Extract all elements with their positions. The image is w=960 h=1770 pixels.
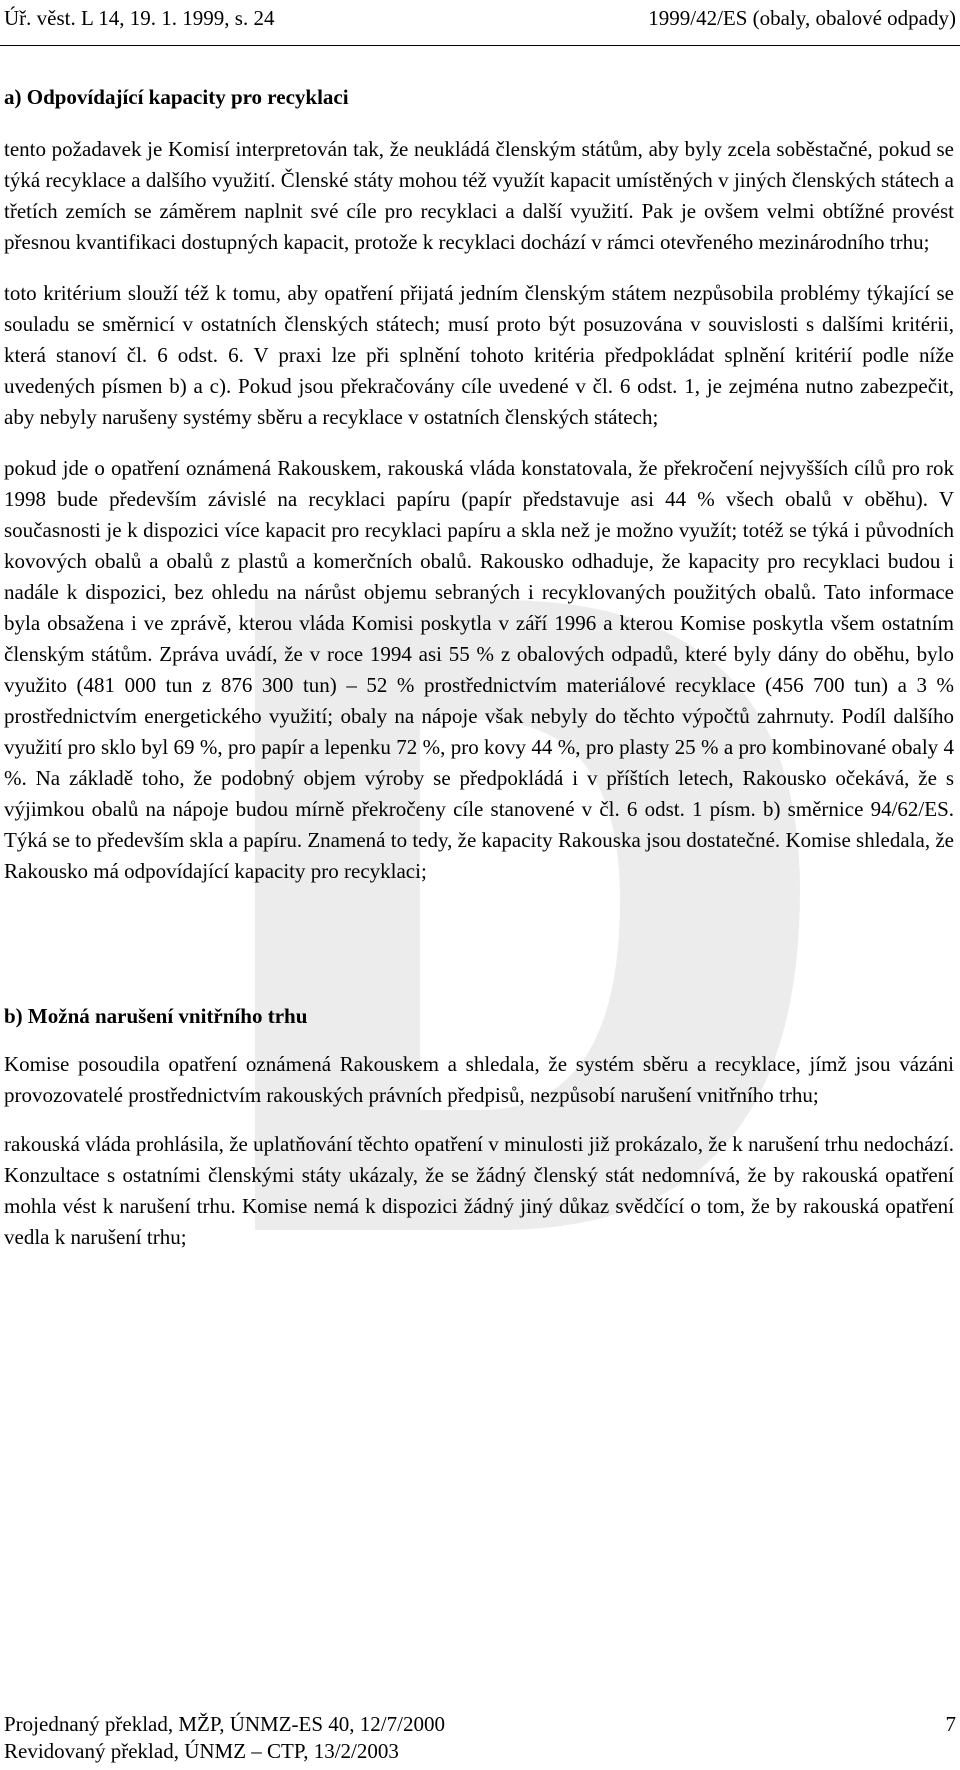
page-body <box>4 76 954 1273</box>
paragraph-a1: tento požadavek je Komisí interpretován tak, že neukládá členským státům, aby byly zcela soběstačné, pokud se týká recyklace a dalšího využití. Členské státy mohou též využít kapacit umístěných v jiných členských státech a třetích zemích se záměrem naplnit své cíle pro recyklaci a další využití. Pak je ovšem velmi obtížné provést přesnou kvantifikaci dostupných kapacit, protože k recyklaci dochází v rámci otevřeného mezinárodního trhu; <box>4 137 954 254</box>
paragraph-a2: toto kritérium slouží též k tomu, aby opatření přijatá jedním členským státem nezpůsobila problémy týkající se souladu se směrnicí v ostatních členských státech; musí proto být posuzována v souvislosti s dalšími kritérii, která stanoví čl. 6 odst. 6. V praxi lze při splnění tohoto kritéria předpokládat splnění kritérií podle níže uvedených písmen b) a c). Pokud jsou překračovány cíle uvedené v čl. 6 odst. 1, je zejména nutno zabezpečit, aby nebyly narušeny systémy sběru a recyklace v ostatních členských státech; <box>4 281 954 429</box>
header-directive-title: 1999/42/ES (obaly, obalové odpady) <box>648 6 956 30</box>
footer-revision-note: Revidovaný překlad, ÚNMZ – CTP, 13/2/2003 <box>4 1739 399 1763</box>
paragraph-a3: pokud jde o opatření oznámená Rakouskem, rakouská vláda konstatovala, že překročení nejvyšších cílů pro rok 1998 bude především závislé na recyklaci papíru (papír představuje asi 44 % všech obalů v oběhu). V současnosti je k dispozici více kapacit pro recyklaci papíru a skla než je možno využít; totéž se týká i původních kovových obalů a obalů z plastů a komerčních obalů. Rakousko odhaduje, že kapacity pro recyklaci budou i nadále k dispozici, bez ohledu na nárůst objemu sebraných i recyklovaných použitých obalů. Tato informace byla obsažena i ve zprávě, kterou vláda Komisi poskytla v září 1996 a kterou Komise poskytla všem ostatním členským státům. Zpráva uvádí, že v roce 1994 asi 55 % z obalových odpadů, které byly dány do oběhu, bylo využito (481 000 tun z 876 300 tun) – 52 % prostřednictvím materiálové recyklace (456 700 tun) a 3 % prostřednictvím energetického využití; obaly na nápoje však nebyly do těchto výpočtů zahrnuty. Podíl dalšího využití pro sklo byl 69 %, pro papír a lepenku 72 %, pro kovy 44 %, pro plasty 25 % a pro kombinované obaly 4 %. Na základě toho, že podobný objem výroby se předpokládá i v příštích letech, Rakousko očekává, že s výjimkou obalů na nápoje budou mírně překročeny cíle stanovené v čl. 6 odst. 1 písm. b) směrnice 94/62/ES. Týká se to především skla a papíru. Znamená to tedy, že kapacity Rakouska jsou dostatečné. Komise shledala, že Rakousko má odpovídající kapacity pro recyklaci; <box>4 456 954 883</box>
footer-translation-note: Projednaný překlad, MŽP, ÚNMZ-ES 40, 12/7/2000 <box>4 1712 445 1736</box>
paragraph-b2: rakouská vláda prohlásila, že uplatňování těchto opatření v minulosti již prokázalo, že k narušení trhu nedochází. Konzultace s ostatními členskými státy ukázaly, že se žádný členský stát nedomnívá, že by rakouská opatření mohla vést k narušení trhu. Komise nemá k dispozici žádný jiný důkaz svědčící o tom, že by rakouská opatření vedla k narušení trhu; <box>4 1132 954 1249</box>
page-number: 7 <box>945 1712 956 1736</box>
header-divider <box>0 45 960 46</box>
page-header <box>4 6 956 38</box>
paragraph-b1: Komise posoudila opatření oznámená Rakouskem a shledala, že systém sběru a recyklace, jímž jsou vázáni provozovatelé prostřednictvím rakouských právních předpisů, nezpůsobí narušení vnitřního trhu; <box>4 1052 954 1107</box>
header-journal-reference: Úř. věst. L 14, 19. 1. 1999, s. 24 <box>4 6 275 30</box>
section-heading-b: b) Možná narušení vnitřního trhu <box>4 1004 308 1028</box>
section-heading-a: a) Odpovídající kapacity pro recyklaci <box>4 85 349 109</box>
page-footer <box>4 1711 956 1765</box>
